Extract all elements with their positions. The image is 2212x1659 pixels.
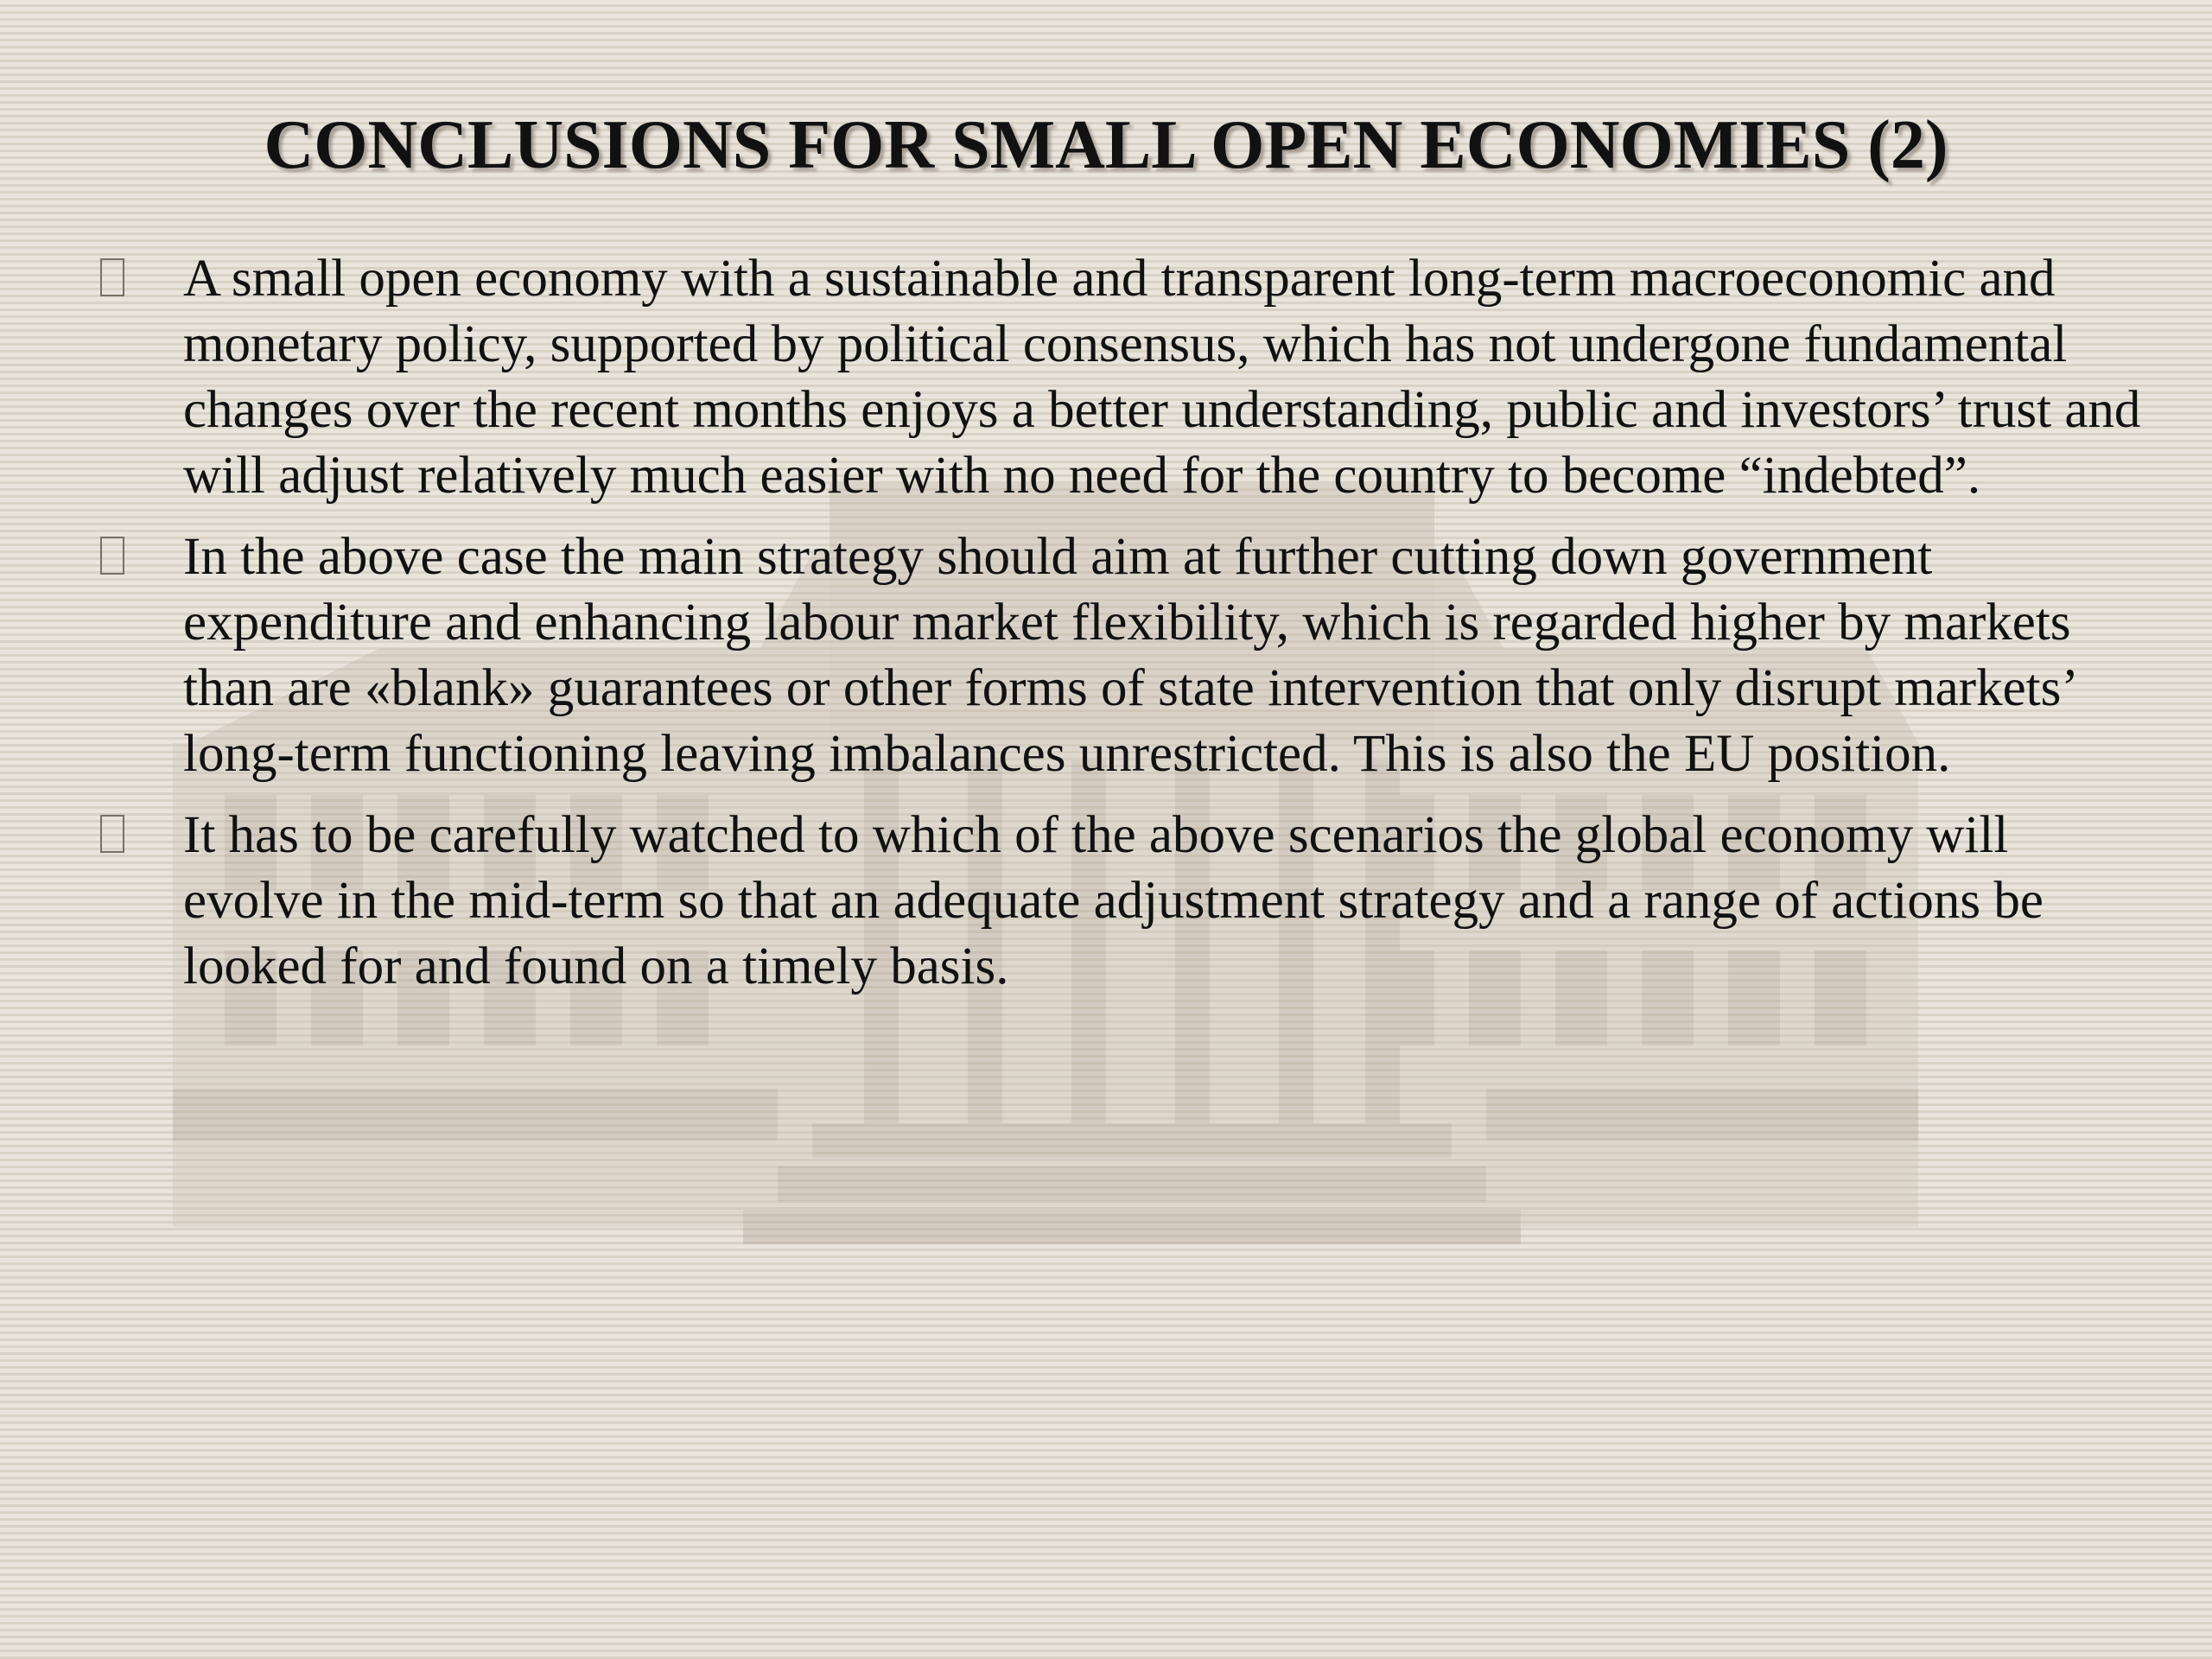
square-bullet-icon: [100, 537, 124, 575]
bullet-text: A small open economy with a sustainable and transparent long-term macroeconomic and monetary policy, supported by political consensus, which has not undergone fundamental changes over the recent months enjoys a better understanding, public and investors’ trust and will adjust relatively much easier with no need for the country to become “indebted”.: [183, 250, 2141, 505]
bullet-list: [95, 246, 2152, 1015]
bullet-text: It has to be carefully watched to which of the above scenarios the global economy will evolve in the mid-term so that an adequate adjustment strategy and a range of actions be looked for and found on a timely basis.: [183, 806, 2044, 995]
bullet-text: In the above case the main strategy should aim at further cutting down government expenditure and enhancing labour market flexibility, which is regarded higher by markets than are «blank» guarantees or other forms of state intervention that only disrupt markets’ long-term functioning leaving imbalances unrestricted. This is also the EU position.: [183, 528, 2075, 783]
slide-title: CONCLUSIONS FOR SMALL OPEN ECONOMIES (2): [264, 107, 1948, 183]
list-item: [95, 246, 2152, 509]
square-bullet-icon: [100, 815, 124, 853]
list-item: [95, 524, 2152, 787]
square-bullet-icon: [100, 258, 124, 296]
list-item: [95, 803, 2152, 1000]
